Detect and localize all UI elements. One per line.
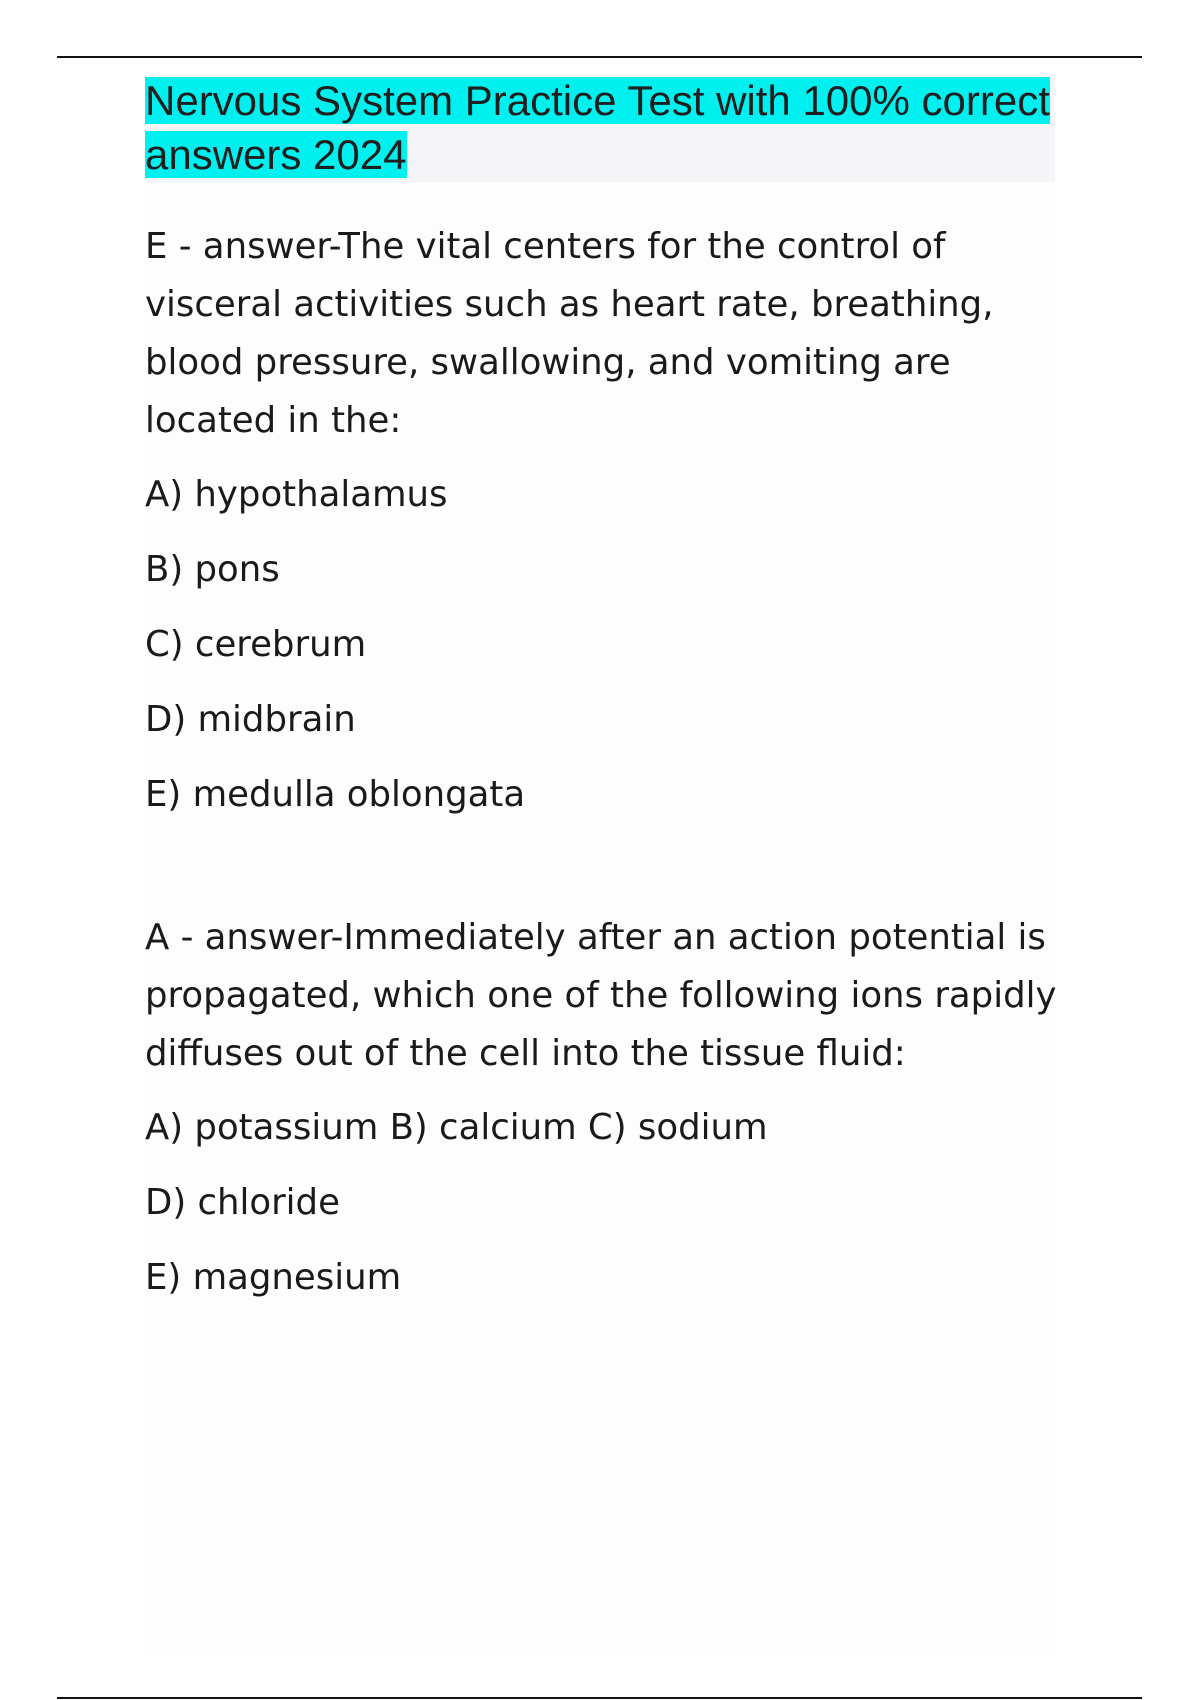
page-content <box>145 74 1055 1654</box>
question-block-2 <box>145 909 1055 1300</box>
question-text: E - answer-The vital centers for the control of visceral activities such as heart rate, breathing, blood pressure, swallowing, and vomiting are located in the: <box>145 226 994 441</box>
document-title <box>145 74 1055 182</box>
question-block-1 <box>145 218 1055 817</box>
answer-option: E) medulla oblongata <box>145 774 526 815</box>
answer-option: C) cerebrum <box>145 624 367 665</box>
answer-option: D) midbrain <box>145 699 356 740</box>
bottom-divider <box>57 1697 1142 1699</box>
answer-option: A) potassium B) calcium C) sodium <box>145 1107 768 1148</box>
title-box <box>145 74 1055 182</box>
answer-option: B) pons <box>145 549 280 590</box>
answer-option: A) hypothalamus <box>145 474 448 515</box>
title-highlight: Nervous System Practice Test with 100% correct answers 2024 <box>145 77 1050 178</box>
question-text: A - answer-Immediately after an action potential is propagated, which one of the following ions rapidly diffuses out of the cell into the tissue fluid: <box>145 917 1057 1074</box>
top-divider <box>57 56 1142 58</box>
answer-option: D) chloride <box>145 1182 340 1223</box>
answer-option: E) magnesium <box>145 1257 402 1298</box>
